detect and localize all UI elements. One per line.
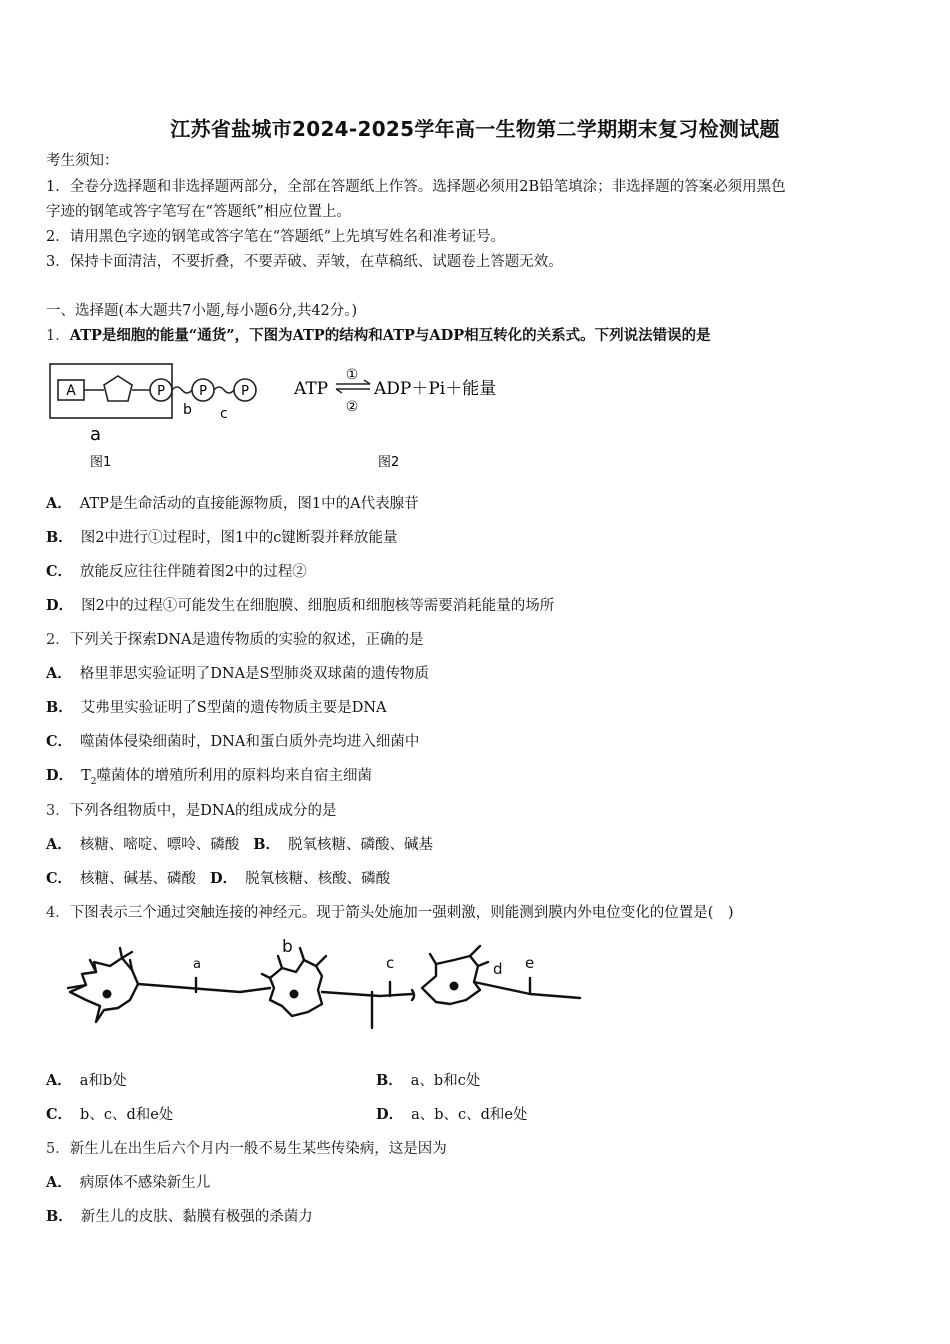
option-b: B． 图2中进行①过程时，图1中的c键断裂并释放能量: [46, 529, 398, 546]
svg-text:P: P: [199, 384, 207, 399]
option-c: C． b、c、d和e处: [46, 1106, 174, 1123]
question-4: 4．下图表示三个通过突触连接的神经元。现于箭头处施加一强刺激，则能测到膜内外电位变化的位置是( ): [46, 905, 734, 921]
notice-heading: 考生须知：: [46, 153, 119, 169]
label-b: b: [183, 402, 192, 418]
fig2-caption: 图2: [378, 455, 400, 470]
fig1-caption: 图1: [90, 455, 112, 470]
neuron-2-body: [270, 960, 322, 1016]
option-row: A． 核糖、嘧啶、嘌呤、磷酸 B． 脱氧核糖、磷酸、碱基: [46, 836, 434, 853]
option-b: B． 艾弗里实验证明了S型菌的遗传物质主要是DNA: [46, 699, 387, 716]
notice-item: 2．请用黑色字迹的钢笔或答字笔在“答题纸”上先填写姓名和准考证号。: [46, 229, 506, 245]
option-a: A． 格里菲思实验证明了DNA是S型肺炎双球菌的遗传物质: [46, 665, 429, 682]
neuron-3-body: [422, 956, 480, 1004]
nucleus-3: [450, 982, 459, 991]
process-1-label: ①: [345, 367, 359, 383]
notice-item: 字迹的钢笔或答字笔写在“答题纸”相应位置上。: [46, 204, 351, 220]
label-d: d: [493, 960, 503, 978]
ribose-pentagon: [104, 376, 132, 401]
nucleus-2: [290, 990, 299, 999]
option-d: D． a、b、c、d和e处: [376, 1106, 528, 1123]
neuron-1-body: [70, 958, 138, 1022]
atp-text: ATP: [294, 379, 329, 399]
option-d: D． $T_2$噬菌体的增殖所利用的原料均来自宿主细菌: [46, 767, 372, 787]
option-c: C． 放能反应往往伴随着图2中的过程②: [46, 563, 307, 580]
label-b: b: [282, 937, 293, 957]
section-heading: 一、选择题(本大题共7小题,每小题6分,共42分。): [46, 303, 358, 319]
question-1: [46, 326, 711, 346]
label-a: a: [90, 424, 102, 445]
option-d: D． 图2中的过程①可能发生在细胞膜、细胞质和细胞核等需要消耗能量的场所: [46, 597, 555, 614]
label-a: a: [193, 957, 201, 972]
notice-item: 1．全卷分选择题和非选择题两部分，全部在答题纸上作答。选择题必须用2B铅笔填涂；非选择题的答案必须用黑色: [46, 179, 786, 195]
question-3: 3．下列各组物质中，是DNA的组成成分的是: [46, 803, 337, 819]
option-a: A． a和b处: [46, 1072, 127, 1089]
neuron-figure: [60, 930, 590, 1040]
option-b: B． 新生儿的皮肤、黏膜有极强的杀菌力: [46, 1208, 313, 1225]
neuron-2-axon: [322, 992, 412, 996]
atp-figure: [46, 358, 526, 473]
adenine-label: A: [66, 383, 76, 399]
label-e: e: [525, 954, 535, 972]
option-a: A． 病原体不感染新生儿: [46, 1174, 211, 1191]
question-number: 1．: [46, 328, 70, 344]
high-energy-bond-b: [172, 387, 192, 393]
page-title: 江苏省盐城市2024-2025学年高一生物第二学期期末复习检测试题: [170, 117, 780, 141]
option-row: C． 核糖、碱基、磷酸 D． 脱氧核糖、核酸、磷酸: [46, 870, 391, 887]
notice-item: 3．保持卡面清洁，不要折叠，不要弄破、弄皱，在草稿纸、试题卷上答题无效。: [46, 254, 563, 270]
svg-text:P: P: [157, 384, 165, 399]
option-c: C． 噬菌体侵染细菌时，DNA和蛋白质外壳均进入细菌中: [46, 733, 420, 750]
question-2: 2．下列关于探索DNA是遗传物质的实验的叙述，正确的是: [46, 632, 424, 648]
label-c: c: [386, 954, 395, 972]
nucleus-1: [103, 990, 112, 999]
neuron-1-axon: [138, 984, 270, 992]
process-2-label: ②: [345, 399, 359, 415]
question-5: 5．新生儿在出生后六个月内一般不易生某些传染病，这是因为: [46, 1141, 447, 1157]
svg-text:P: P: [241, 384, 249, 399]
label-c: c: [220, 406, 228, 422]
neuron-3-axon: [474, 982, 580, 998]
adp-text: ADP＋Pi＋能量: [374, 379, 497, 399]
high-energy-bond-c: [214, 387, 234, 393]
option-b: B． a、b和c处: [376, 1072, 481, 1089]
option-a: A． ATP是生命活动的直接能源物质，图1中的A代表腺苷: [46, 495, 419, 512]
question-stem: ATP是细胞的能量“通货”，下图为ATP的结构和ATP与ADP相互转化的关系式。下列说法错误的是: [69, 327, 711, 344]
